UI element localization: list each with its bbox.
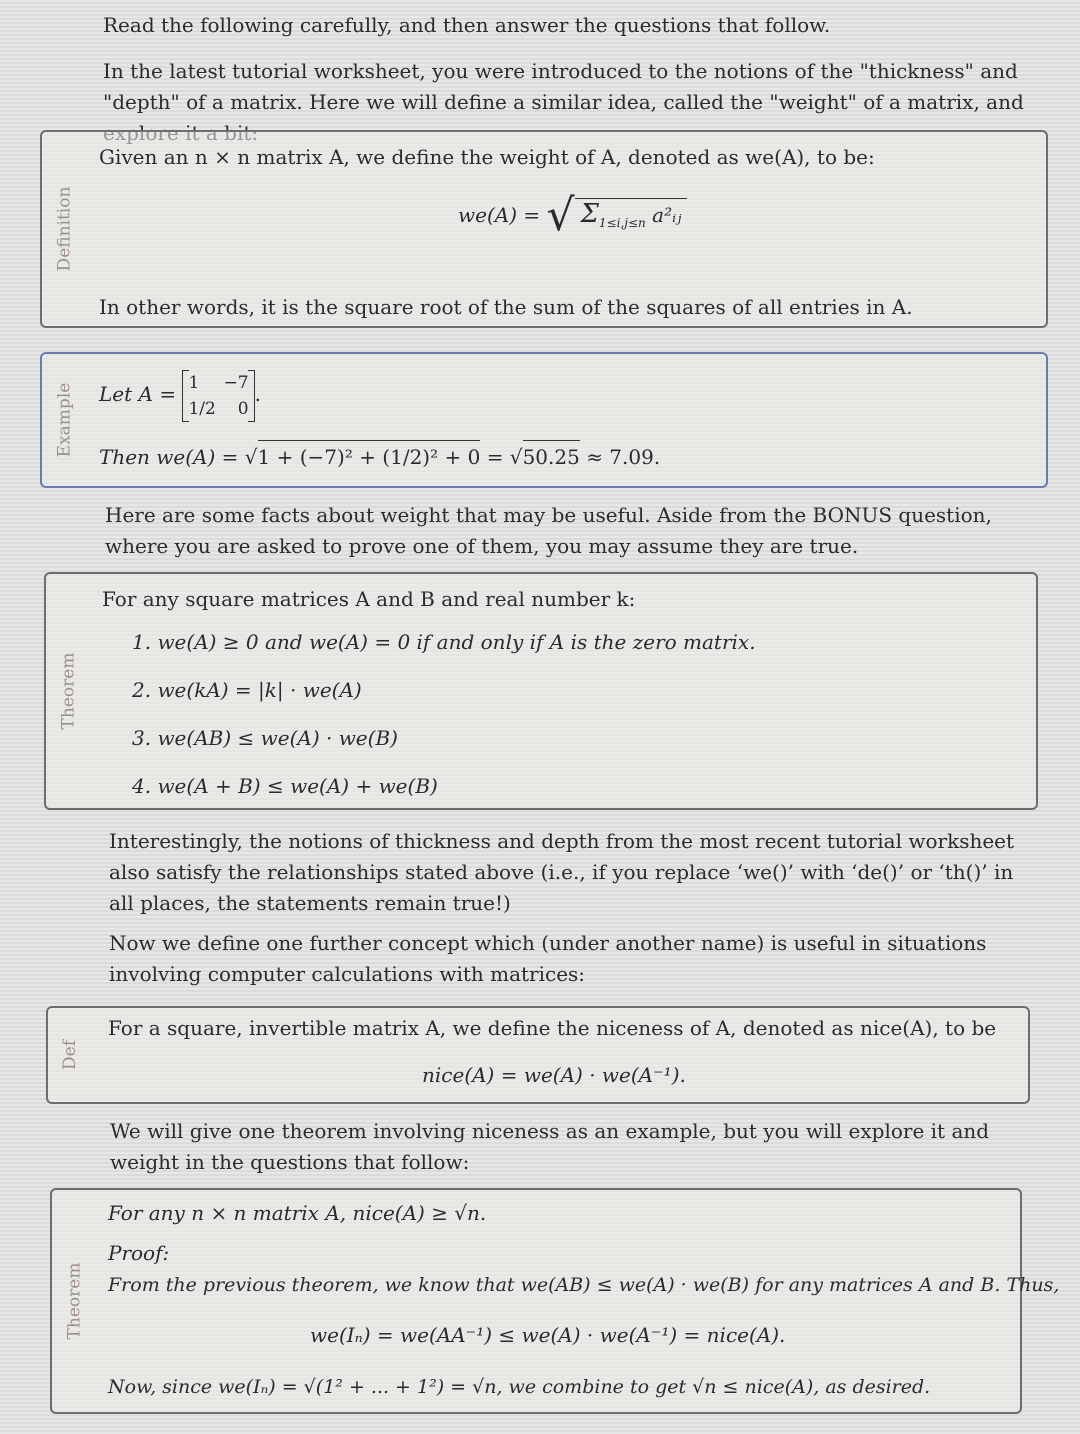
proof-formula: we(Iₙ) = we(AA⁻¹) ≤ we(A) · we(A⁻¹) = nice(A). [310,1323,786,1347]
intro-heading: Read the following carefully, and then answer the questions that follow. [103,13,831,37]
theorem-statement: For any n × n matrix A, nice(A) ≥ √n. [108,1201,487,1225]
def-side-label: Def [59,1040,80,1070]
niceness-theorem-box [50,1188,1060,1414]
example-matrix-line: Let A = 1 −7 1/2 0 . [99,366,261,422]
property-2: 2. we(kA) = |k| · we(A) [132,678,362,702]
property-1: 1. we(A) ≥ 0 and we(A) = 0 if and only if A is the zero matrix. [132,630,756,654]
definition-box [40,130,1048,328]
definition-side-label: Definition [54,186,74,272]
definition-text: Given an n × n matrix A, we define the weight of A, denoted as we(A), to be: [99,145,875,169]
give-paragraph: We will give one theorem involving niceness as an example, but you will explore it and weight in the questions that follow: [110,1119,990,1174]
example-side-label: Example [54,382,75,458]
theorem-side-label: Theorem [58,652,79,730]
theorem2-side-label: Theorem [64,1262,85,1340]
property-3: 3. we(AB) ≤ we(A) · we(B) [132,726,398,750]
niceness-formula: nice(A) = we(A) · we(A⁻¹). [422,1063,686,1087]
proof-label: Proof: [108,1241,170,1265]
example-result: Then we(A) = √1 + (−7)² + (1/2)² + 0 = √50.25 ≈ 7.09. [99,440,660,472]
sqrt-symbol: √ [546,190,575,241]
further-paragraph: Now we define one further concept which (under another name) is useful in situations involving computer calculations with matrices: [109,931,987,986]
property-4: 4. we(A + B) ≤ we(A) + we(B) [132,774,438,798]
niceness-definition-text: For a square, invertible matrix A, we define the niceness of A, denoted as nice(A), to be [108,1016,997,1040]
intro-paragraph: In the latest tutorial worksheet, you were introduced to the notions of the "thickness" and "depth" of a matrix. Here we will define a similar idea, called the "weight" of a matrix, and [103,59,1024,114]
matrix-A: 1 −7 1/2 0 [182,370,254,422]
proof-line-1: From the previous theorem, we know that we(AB) ≤ we(A) · we(B) for any matrices A and B. Thus, [108,1274,1060,1296]
definition-explanation: In other words, it is the square root of the sum of the squares of all entries in A. [99,295,913,319]
example-box [40,352,1048,488]
theorem-properties-box [44,572,1038,810]
interesting-paragraph: Interestingly, the notions of thickness and depth from the most recent tutorial worksheet also satisfy the relationships stated above (i.e., if you replace ‘we()’ with ‘de()’ or ‘th()’ in all places, the statements remain true!) [109,829,1015,915]
weight-formula: we(A) = √ $\Sigma_{1\le i,j\le n}$ a²ᵢⱼ [458,198,687,238]
theorem-intro: For any square matrices A and B and real number k: [102,587,636,611]
facts-paragraph: Here are some facts about weight that may be useful. Aside from the BONUS question, where you are asked to prove one of them, you may assume they are true. [105,503,992,558]
niceness-definition-box [46,1006,1030,1104]
proof-line-2: Now, since we(Iₙ) = √(1² + ... + 1²) = √n, we combine to get √n ≤ nice(A), as desired. [108,1376,931,1398]
